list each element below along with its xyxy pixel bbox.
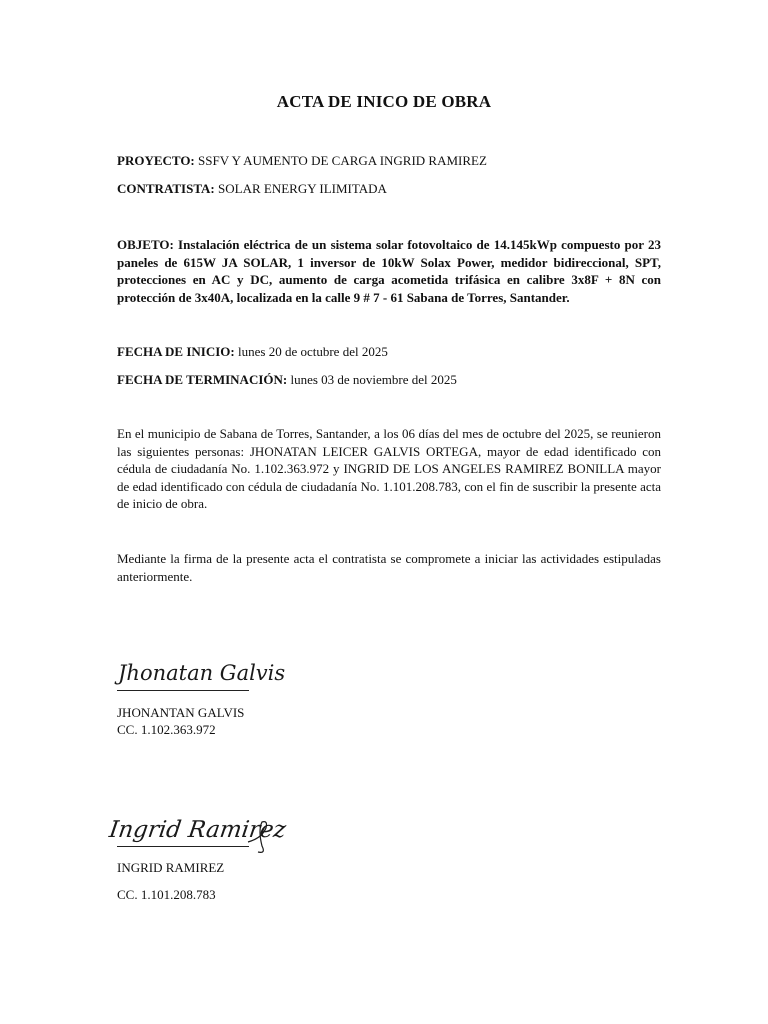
- contratista-label: CONTRATISTA:: [117, 181, 215, 196]
- signer-2-cc: CC. 1.101.208.783: [117, 887, 216, 902]
- document-title: ACTA DE INICO DE OBRA: [276, 92, 492, 111]
- proyecto-label: PROYECTO:: [117, 153, 195, 168]
- fecha-terminacion-value: lunes 03 de noviembre del 2025: [287, 372, 457, 387]
- fecha-inicio-label: FECHA DE INICIO:: [117, 344, 235, 359]
- fecha-inicio-value: lunes 20 de octubre del 2025: [234, 344, 388, 359]
- signer-1-cc: CC. 1.102.363.972: [117, 722, 216, 737]
- compromiso-paragraph: Mediante la firma de la presente acta el contratista se compromete a iniciar las actividades estipuladas anteriormente.: [117, 551, 661, 584]
- objeto-value: Instalación eléctrica de un sistema solar fotovoltaico de 14.145kWp compuesto por 23 paneles de 615W JA SOLAR, 1 inversor de 10kW Solax Power, medidor bidireccional, SPT, protecciones en AC y DC, aumento de carga acometida trifásica en calibre 3x8F + 8N con protección de 3x40A, localizada en la calle 9 # 7 - 61 Sabana de Torres, Santander.: [117, 237, 661, 305]
- signature-2-line: [117, 846, 249, 847]
- proyecto-value: SSFV Y AUMENTO DE CARGA INGRID RAMIREZ: [194, 153, 487, 168]
- signer-2-name: INGRID RAMIREZ: [117, 860, 225, 875]
- reunion-paragraph: En el municipio de Sabana de Torres, Santander, a los 06 días del mes de octubre del 2025, se reunieron las siguientes personas: JHONATAN LEICER GALVIS ORTEGA, mayor de edad identificado con cédula de ciudadanía No. 1.102.363.972 y INGRID DE LOS ANGELES RAMIREZ BONILLA mayor de edad identificado con cédula de ciudadanía No. 1.101.208.783, con el fin de suscribir la presente acta de inicio de obra.: [117, 426, 661, 511]
- signature-2-text: Ingrid Ramirez: [107, 817, 288, 843]
- signature-1-text: Jhonatan Galvis: [118, 661, 286, 685]
- fecha-terminacion-label: FECHA DE TERMINACIÓN:: [117, 372, 288, 387]
- objeto-label: OBJETO:: [117, 237, 174, 252]
- contratista-value: SOLAR ENERGY ILIMITADA: [214, 181, 387, 196]
- signer-1-name: JHONANTAN GALVIS: [117, 705, 245, 720]
